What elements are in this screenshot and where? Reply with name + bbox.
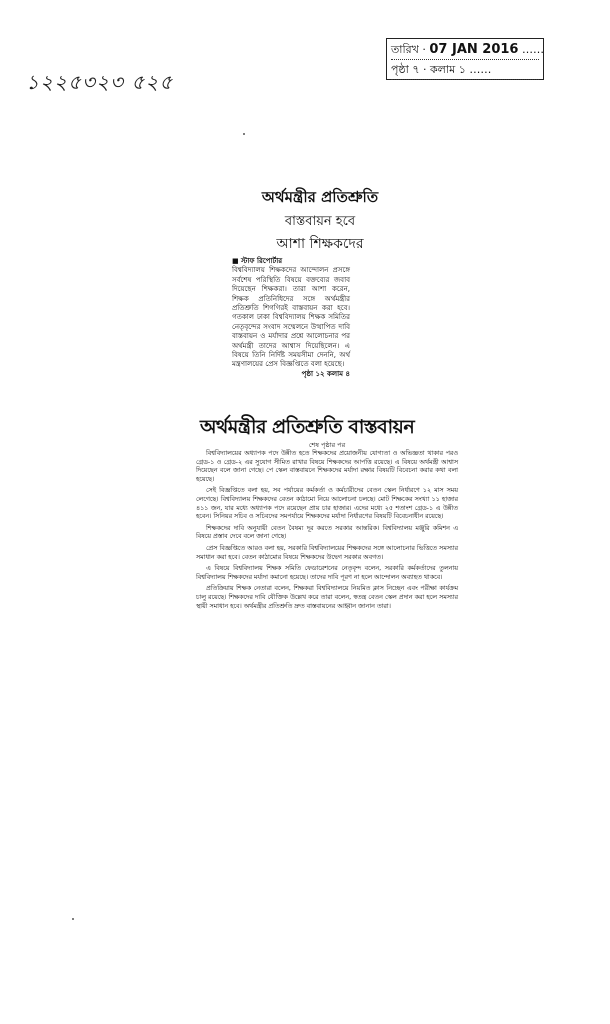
scan-speck [243,133,245,135]
continued-label: শেষ পৃষ্ঠার পর [308,441,346,449]
paragraph: শিক্ষকদের দাবি অনুযায়ী বেতন বৈষম্য দূর করতে সরকার আন্তরিক। বিশ্ববিদ্যালয় মঞ্জুরি কমিশন এ বিষয়ে প্রস্তাব দেবে বলে জানা গেছে। [196,524,458,541]
inside-headline: অর্থমন্ত্রীর প্রতিশ্রুতি বাস্তবায়ন [200,416,415,438]
stamp-page-row: পৃষ্ঠা ৭ · কলাম ১ …… [391,60,539,80]
front-subhead-1: বাস্তবায়ন হবে [284,214,356,229]
front-subhead-2: আশা শিক্ষকদের [276,236,364,252]
stamp-date-row: তারিখ · 07 JAN 2016 …… [391,40,539,60]
front-story-column [232,257,350,379]
stamp-date-label: তারিখ [391,43,419,56]
stamp-page-value: ৭ [412,63,420,76]
stamp-column-value: ১ [458,63,466,76]
inside-story-body [196,450,458,614]
front-story-text: বিশ্ববিদ্যালয় শিক্ষকদের আন্দোলন প্রসঙ্গে সর্বশেষ পরিস্থিতি বিষয়ে বক্তব্যের জবাব দিয়েছেন শিক্ষকরা। তারা আশা করেন, শিক্ষক প্রতিনিধিদের সঙ্গে অর্থমন্ত্রীর প্রতিশ্রুতি শিগগিরই বাস্তবায়ন করা হবে। গতকাল ঢাকা বিশ্ববিদ্যালয় শিক্ষক সমিতির নেতৃবৃন্দের সংবাদ সম্মেলনে উত্থাপিত দাবি বাস্তবায়ন ও মর্যাদার প্রশ্নে আলোচনার পর অর্থমন্ত্রী তাদের আশ্বাস দিয়েছিলেন। এ বিষয়ে তিনি নির্দিষ্ট সময়সীমা দেননি, অর্থ মন্ত্রণালয়ের প্রেস বিজ্ঞপ্তিতে বলা হয়েছে। [232,266,350,369]
front-headline: অর্থমন্ত্রীর প্রতিশ্রুতি [261,188,379,206]
stamp-column-label: কলাম [429,63,456,76]
paragraph: প্রতিক্রিয়ায় শিক্ষক নেতারা বলেন, শিক্ষকরা বিশ্ববিদ্যালয়ে নিয়মিত ক্লাস নিচ্ছেন এবং পরীক্ষা কার্যক্রম চালু রয়েছে। শিক্ষকদের দাবি যৌক্তিক উল্লেখ করে তারা বলেন, স্বতন্ত্র বেতন স্কেল প্রদান করা হলে সমস্যার স্থায়ী সমাধান হবে। অর্থমন্ত্রীর প্রতিশ্রুতি দ্রুত বাস্তবায়নের আহ্বান জানান তারা। [196,585,458,610]
scan-speck [72,918,74,920]
handwritten-note: ১২২৫৩২৩ ৫২৫ [26,70,174,94]
byline: ■ স্টাফ রিপোর্টার [232,257,283,265]
stamp-page-label: পৃষ্ঠা [391,63,409,76]
jump-line: পৃষ্ঠা ১২ কলাম ৪ [301,369,350,378]
date-stamp [386,38,544,80]
paragraph: এ বিষয়ে বিশ্ববিদ্যালয় শিক্ষক সমিতি ফেডারেশনের নেতৃবৃন্দ বলেন, সরকারি কর্মকর্তাদের তুলনায় বিশ্ববিদ্যালয় শিক্ষকদের মর্যাদা কমানো হয়েছে। তাদের দাবি পূরণ না হলে আন্দোলন অব্যাহত থাকবে। [196,565,458,581]
stamp-date-value: 07 JAN 2016 [429,42,519,57]
paragraph: প্রেস বিজ্ঞপ্তিতে আরও বলা হয়, সরকারি বিশ্ববিদ্যালয়ের শিক্ষকদের সঙ্গে আলোচনার ভিত্তিতে সমস্যার সমাধান করা হবে। বেতন কাঠামোর বিষয়ে শিক্ষকদের উদ্বেগ সরকার অবগত। [196,544,458,561]
paragraph: সেই বিজ্ঞপ্তিতে বলা হয়, সব পর্যায়ের কর্মকর্তা ও কর্মচারীদের বেতন স্কেল নির্ধারণে ১২ মাস সময় লেগেছে। বিশ্ববিদ্যালয় শিক্ষকদের বেতন কাঠামো নিয়ে আলোচনা চলছে। মোট শিক্ষকের সংখ্যা ১১ হাজার ৪১১ জন, যার মধ্যে অধ্যাপক পদে রয়েছেন প্রায় চার হাজার। এদের মধ্যে ২৫ শতাংশ গ্রেড-১ এ উন্নীত হবেন। সিনিয়র সচিব ও সচিবদের সমপর্যায়ে শিক্ষকদের মর্যাদা নির্ধারণের বিষয়টি বিবেচনাধীন রয়েছে। [196,487,458,521]
paragraph: বিশ্ববিদ্যালয়ের অধ্যাপক পদে উন্নীত হতে শিক্ষকদের প্রয়োজনীয় যোগ্যতা ও অভিজ্ঞতা থাকার পরও গ্রেড-১ ও গ্রেড-২ এর সুযোগ সীমিত রাখার বিষয়ে শিক্ষকদের আপত্তি রয়েছে। এ বিষয়ে অর্থমন্ত্রী আশ্বাস দিয়েছেন বলে জানা গেছে। পে স্কেল বাস্তবায়নে শিক্ষকদের মর্যাদা রক্ষার বিষয়টি বিবেচনা করার কথা বলা হয়েছে। [196,450,458,483]
